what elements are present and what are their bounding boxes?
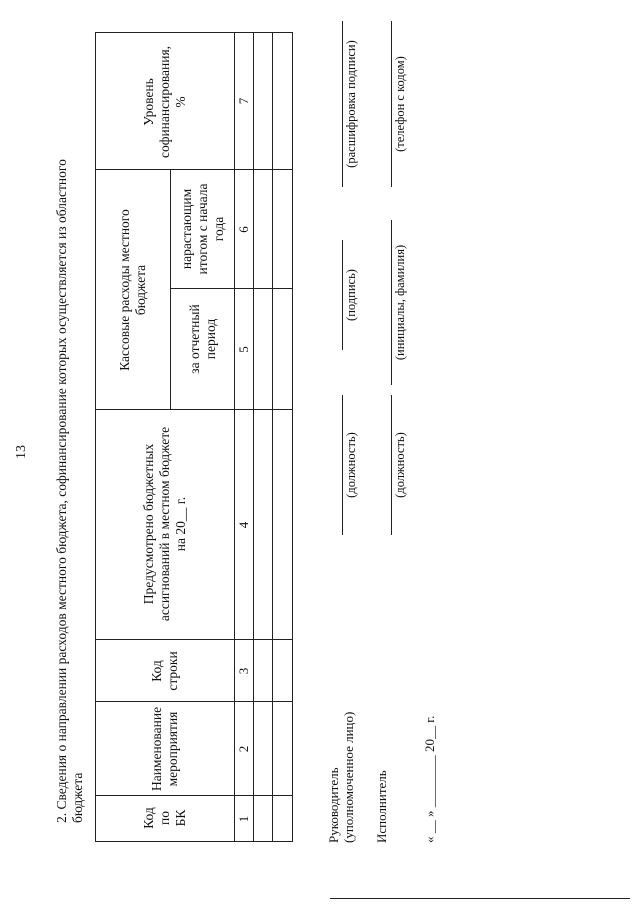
rasshifrovka-line xyxy=(342,21,343,187)
col-number-2: 2 xyxy=(235,745,251,753)
number-row-line xyxy=(253,32,254,842)
telefon-line xyxy=(391,21,392,187)
podpis-line xyxy=(342,240,343,350)
telefon-caption: (телефон с кодом) xyxy=(393,56,407,152)
podpis-caption: (подпись) xyxy=(344,269,358,321)
col-line-4 xyxy=(95,409,293,410)
col-line-2 xyxy=(95,701,293,702)
table-border-left xyxy=(95,841,293,842)
table-border-bottom xyxy=(292,32,293,842)
header-name: Наименование мероприятия xyxy=(148,706,180,792)
header-total: нарастающим итогом с начала года xyxy=(178,183,226,275)
table-border-right xyxy=(95,32,293,33)
col-number-3: 3 xyxy=(235,667,251,675)
upolnom-title: (уполномоченное лицо) xyxy=(341,711,356,843)
dolzhnost-line-2 xyxy=(391,395,392,535)
header-kassa: Кассовые расходы местного бюджета xyxy=(116,209,148,371)
date-line: « __ » ________ 20__ г. xyxy=(422,715,437,843)
section-heading xyxy=(54,123,86,823)
col-line-5 xyxy=(170,288,293,289)
rukovoditel-title: Руководитель xyxy=(326,767,341,843)
dolzhnost-caption-2: (должность) xyxy=(393,432,407,498)
header-level: Уровень софинансирования, % xyxy=(140,45,188,159)
header-assignments: Предусмотрено бюджетных ассигнований в местном бюджете на 20__ г. xyxy=(140,426,188,622)
col-line-3 xyxy=(95,639,293,640)
report-table xyxy=(95,32,293,842)
col-line-1 xyxy=(95,795,293,796)
rasshifrovka-caption: (расшифровка подписи) xyxy=(344,40,358,168)
page-number: 13 xyxy=(14,445,29,459)
col-number-1: 1 xyxy=(235,815,251,823)
col-number-7: 7 xyxy=(235,97,251,105)
header-period: за отчетный период xyxy=(186,304,218,374)
col-line-6 xyxy=(95,169,293,170)
col-number-5: 5 xyxy=(235,346,251,353)
heading-line-1: 2. Сведения о направлении расходов местного бюджета, софинансирование которых осуществляется из областного xyxy=(54,159,69,823)
initsialy-caption: (инициалы, фамилия) xyxy=(393,244,407,361)
dolzhnost-line-1 xyxy=(342,395,343,535)
dolzhnost-caption-1: (должность) xyxy=(344,432,358,498)
page-edge-rule xyxy=(330,898,630,899)
ispolnitel-label: Исполнитель xyxy=(374,770,389,843)
header-kod-bk: Код по БК xyxy=(140,807,188,829)
header-kod-stroki: Код строки xyxy=(148,651,180,691)
col-number-4: 4 xyxy=(235,521,251,529)
initsialy-line xyxy=(391,220,392,385)
col-number-6: 6 xyxy=(235,226,251,233)
data-row-line xyxy=(272,32,273,842)
rukovoditel-label xyxy=(326,683,356,843)
heading-line-2: бюджета xyxy=(70,772,85,823)
